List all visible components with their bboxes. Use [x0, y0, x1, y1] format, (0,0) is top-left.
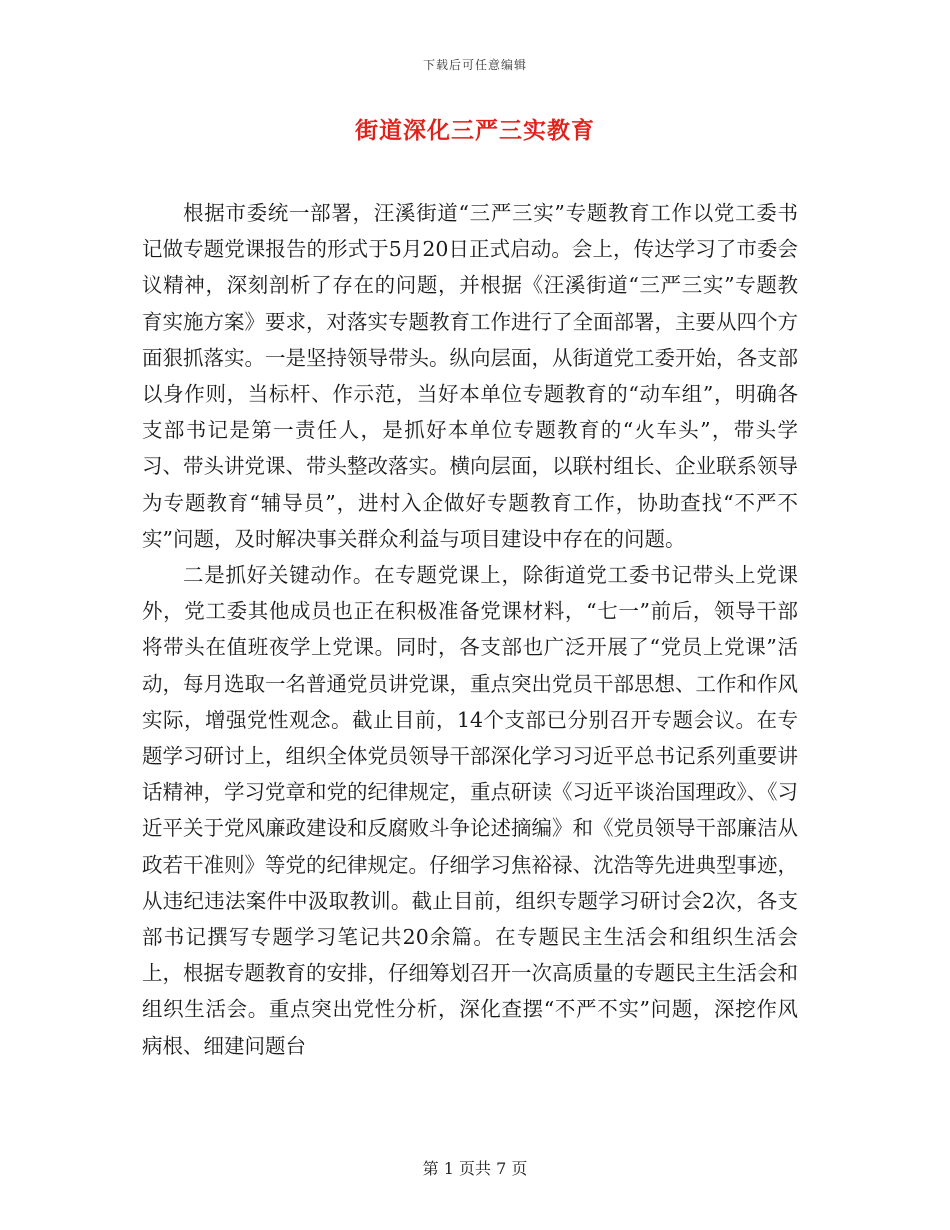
- page-number: 第 1 页共 7 页: [422, 1159, 528, 1178]
- paragraph: 根据市委统一部署，汪溪街道“三严三实”专题教育工作以党工委书记做专题党课报告的形式于5月20日正式启动。会上，传达学习了市委会议精神，深刻剖析了存在的问题，并根据《汪溪街道“三严三实”专题教育实施方案》要求，对落实专题教育工作进行了全面部署，主要从四个方面狠抓落实。一是坚持领导带头。纵向层面，从街道党工委开始，各支部以身作则，当标杆、作示范，当好本单位专题教育的“动车组”，明确各支部书记是第一责任人，是抓好本单位专题教育的“火车头”，带头学习、带头讲党课、带头整改落实。横向层面，以联村组长、企业联系领导为专题教育“辅导员”，进村入企做好专题教育工作，协助查找“不严不实”问题，及时解决事关群众利益与项目建设中存在的问题。: [142, 201, 798, 551]
- header-note: 下载后可任意编辑: [422, 58, 527, 72]
- paragraph: 二是抓好关键动作。在专题党课上，除街道党工委书记带头上党课外，党工委其他成员也正在积极准备党课材料，“七一”前后，领导干部将带头在值班夜学上党课。同时，各支部也广泛开展了“党员上党课”活动，每月选取一名普通党员讲党课，重点突出党员干部思想、工作和作风实际，增强党性观念。截止目前，14个支部已分别召开专题会议。在专题学习研讨上，组织全体党员领导干部深化学习习近平总书记系列重要讲话精神，学习党章和党的纪律规定，重点研读《习近平谈治国理政》、《习近平关于党风廉政建设和反腐败斗争论述摘编》和《党员领导干部廉洁从政若干准则》等党的纪律规定。仔细学习焦裕禄、沈浩等先进典型事迹，从违纪违法案件中汲取教训。截止目前，组织专题学习研讨会2次，各支部书记撰写专题学习笔记共20余篇。在专题民主生活会和组织生活会上，根据专题教育的安排，仔细筹划召开一次高质量的专题民主生活会和组织生活会。重点突出党性分析，深化查摆“不严不实”问题，深挖作风病根、细建问题台: [142, 563, 798, 1058]
- document-body: [142, 195, 798, 1064]
- document-title: 街道深化三严三实教育: [355, 117, 595, 144]
